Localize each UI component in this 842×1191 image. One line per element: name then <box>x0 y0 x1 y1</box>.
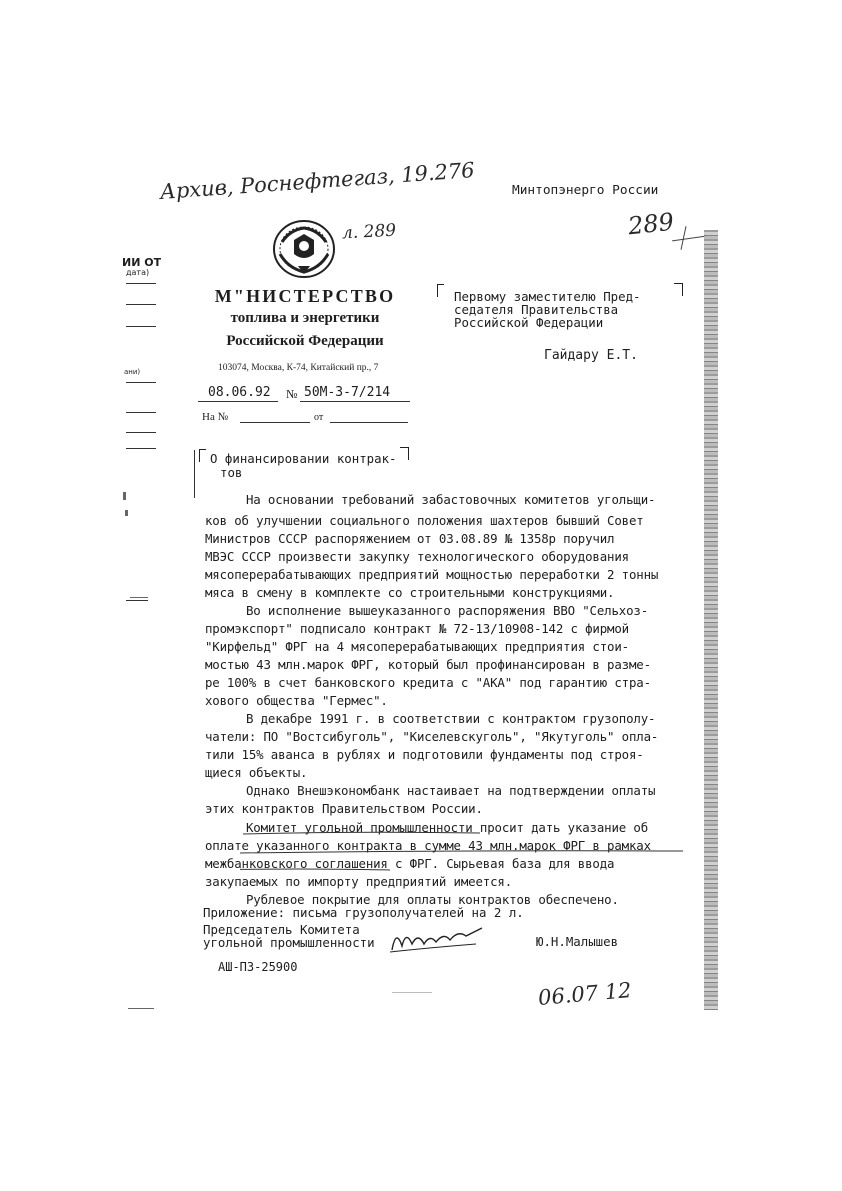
ministry-line-2: топлива и энергетики <box>230 310 380 326</box>
margin-line <box>126 326 156 327</box>
scan-speck <box>125 510 128 516</box>
margin-line <box>126 382 156 383</box>
number-label: № <box>286 387 298 401</box>
subject-line-2: тов <box>220 465 243 480</box>
subject-bracket-right <box>400 447 409 460</box>
margin-bracket <box>188 450 195 498</box>
left-margin <box>120 250 160 1010</box>
letter-date: 08.06.92 <box>208 385 271 400</box>
margin-label-3: ани) <box>124 368 141 376</box>
body-line: тили 15% аванса в рублях и подготовили фундаменты под строя- <box>205 747 644 762</box>
body-line: МВЭС СССР произвести закупку технологического оборудования <box>205 549 629 564</box>
body-line: Однако Внешэкономбанк настаивает на подтверждении оплаты <box>246 783 656 798</box>
margin-line <box>126 283 156 284</box>
handwritten-date: 06.07 12 <box>537 977 633 1011</box>
ministry-heading: М"НИСТЕРСТВО <box>214 286 396 306</box>
reference-label: На № <box>202 411 229 423</box>
addressee-line-2: седателя Правительства <box>454 302 619 317</box>
scan-speck <box>392 992 432 993</box>
body-line: "Кирфельд" ФРГ на 4 мясоперерабатывающих предприятия стои- <box>205 639 629 654</box>
margin-line <box>126 448 156 449</box>
handwritten-signature <box>386 922 486 958</box>
subject-bracket-left <box>199 449 206 462</box>
margin-line <box>126 304 156 305</box>
incoming-mark <box>672 236 706 242</box>
body-line: Во исполнение вышеуказанного распоряжения ВВО "Сельхоз- <box>246 603 649 618</box>
handwritten-underline <box>240 826 690 876</box>
body-line: этих контрактов Правительством России. <box>205 801 483 816</box>
archive-sheet-number: л. 289 <box>341 220 397 244</box>
coat-of-arms-icon <box>270 218 338 280</box>
reference-from-label: от <box>314 412 324 423</box>
body-line: промэкспорт" подписало контракт № 72-13/10908-142 с фирмой <box>205 621 629 636</box>
body-line: Рублевое покрытие для оплаты контрактов обеспечено. <box>246 892 619 907</box>
scan-speck <box>123 492 126 500</box>
body-line: Комитет угольной промышленности просит дать указание об <box>246 820 649 835</box>
date-underline <box>198 401 278 402</box>
number-underline <box>300 401 410 402</box>
body-line: щиеся объекты. <box>205 765 308 780</box>
body-line: Министров СССР распоряжением от 03.08.89 № 1358р поручил <box>205 531 615 546</box>
scan-speck <box>128 1008 154 1009</box>
body-line: На основании требований забастовочных комитетов угольщи- <box>246 492 656 507</box>
body-line: хового общества "Гермес". <box>205 693 388 708</box>
incoming-number: 289 <box>626 207 676 241</box>
addressee-line-3: Российской Федерации <box>454 315 604 330</box>
document-code: АШ-ПЗ-25900 <box>218 960 298 974</box>
margin-line <box>126 432 156 433</box>
reference-underline <box>240 422 310 423</box>
reference-from-underline <box>330 422 408 423</box>
addressee-name: Гайдару Е.Т. <box>544 348 638 363</box>
body-line: чатели: ПО "Востсибуголь", "Киселевскуголь", "Якутуголь" опла- <box>205 729 659 744</box>
scan-speck <box>130 597 148 598</box>
body-line: оплате указанного контракта в сумме 43 млн.марок ФРГ в рамках <box>205 838 651 853</box>
body-line: В декабре 1991 г. в соответствии с контрактом грузополу- <box>246 711 656 726</box>
signatory-title-1: Председатель Комитета <box>203 922 360 937</box>
addressee-bracket-left <box>437 284 444 297</box>
archive-note: Архив, Роснефтегаз, 19.276 <box>159 158 476 204</box>
letter-number: 50М-3-7/214 <box>304 385 391 400</box>
body-line: ре 100% в счет банковского кредита с "АКА" под гарантию стра- <box>205 675 651 690</box>
body-line: межбанковского соглашения с ФРГ. Сырьевая база для ввода <box>205 856 615 871</box>
signatory-title-2: угольной промышленности <box>203 935 375 950</box>
addressee-bracket-right <box>674 283 683 296</box>
attachment-note: Приложение: письма грузополучателей на 2 л. <box>203 905 524 920</box>
margin-line <box>126 412 156 413</box>
margin-label-1: ИИ ОТ <box>122 256 162 269</box>
body-line: закупаемых по импорту предприятий имеется. <box>205 874 513 889</box>
body-line: мостью 43 млн.марок ФРГ, который был профинансирован в разме- <box>205 657 651 672</box>
body-line: мяса в смену в комплекте со строительными конструкциями. <box>205 585 615 600</box>
subject-line-1: О финансировании контрак- <box>210 451 397 466</box>
body-line: мясоперерабатывающих предприятий мощностью переработки 2 тонны <box>205 567 659 582</box>
margin-label-2: дата) <box>126 268 150 277</box>
ministry-address: 103074, Москва, К-74, Китайский пр., 7 <box>218 363 379 373</box>
scan-edge-strip <box>704 230 718 1010</box>
recipient-org: Минтопэнерго России <box>512 183 659 198</box>
body-line: ков об улучшении социального положения шахтеров бывший Совет <box>205 513 644 528</box>
margin-line <box>126 600 148 601</box>
signatory-name: Ю.Н.Малышев <box>536 934 619 949</box>
ministry-line-3: Российской Федерации <box>226 333 384 349</box>
addressee-line-1: Первому заместителю Пред- <box>454 289 641 304</box>
